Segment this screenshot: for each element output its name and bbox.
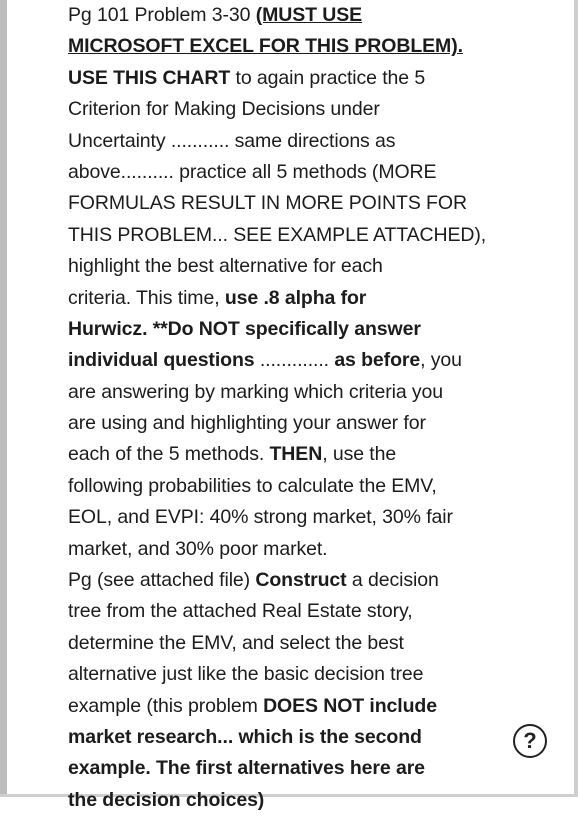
emphasis-text: THEN [269,443,323,466]
text-line: tree from the attached Real Estate story, [68,600,413,623]
text-span: example (this problem [68,694,264,717]
text-span: Pg 101 Problem 3-30 [68,4,256,26]
text-line [68,439,538,470]
text-line: THIS PROBLEM... SEE EXAMPLE ATTACHED), [68,223,487,246]
text-line: Uncertainty ........... same directions as [68,129,396,152]
text-line: highlight the best alternative for each [68,255,383,278]
text-line: alternative just like the basic decision tree [68,663,424,686]
text-line: FORMULAS RESULT IN MORE POINTS FOR [68,192,467,215]
emphasis-text: USE THIS CHART [68,66,231,89]
text-line: Criterion for Making Decisions under [68,98,380,121]
text-line: determine the EMV, and select the best [68,631,404,654]
emphasis-text: Construct [255,569,347,592]
text-line: are answering by marking which criteria you [68,380,444,403]
text-line [68,565,538,596]
text-line: market research... which is the second [68,725,422,748]
text-line [68,345,538,376]
text-span: each of the 5 methods. [68,443,270,466]
text-line: are using and highlighting your answer for [68,412,426,435]
text-line [68,63,538,94]
text-span: ............. [254,349,335,372]
text-line [68,283,538,314]
text-span: , you [420,349,462,372]
text-span: Pg (see attached file) [68,569,256,592]
text-line: market, and 30% poor market. [68,537,328,560]
help-button[interactable] [513,724,547,758]
text-line: following probabilities to calculate the EMV, [68,474,437,497]
text-line: above.......... practice all 5 methods (MORE [68,160,437,183]
left-edge-border [0,0,7,797]
question-circle-icon: ? [523,728,537,753]
text-line [68,691,538,722]
text-line: Hurwicz. **Do NOT specifically answer [68,317,421,340]
text-line [68,0,538,31]
text-span: criteria. This time, [68,286,225,309]
right-edge-border [574,0,578,797]
emphasis-text: DOES NOT include [263,694,437,717]
emphasis-text: use .8 alpha for [224,286,367,309]
text-span: , use the [322,443,397,466]
text-line: the decision choices) [68,788,265,811]
emphasis-text: (MUST USE [255,4,363,26]
text-line: example. The first alternatives here are [68,757,425,780]
text-line: EOL, and EVPI: 40% strong market, 30% fair [68,506,453,529]
emphasis-text: as before [334,349,421,372]
text-span: to again practice the 5 [230,66,426,89]
emphasis-text: individual questions [68,349,255,372]
problem-text [68,0,538,816]
text-line: MICROSOFT EXCEL FOR THIS PROBLEM). [68,35,463,58]
text-span: a decision [346,569,439,592]
